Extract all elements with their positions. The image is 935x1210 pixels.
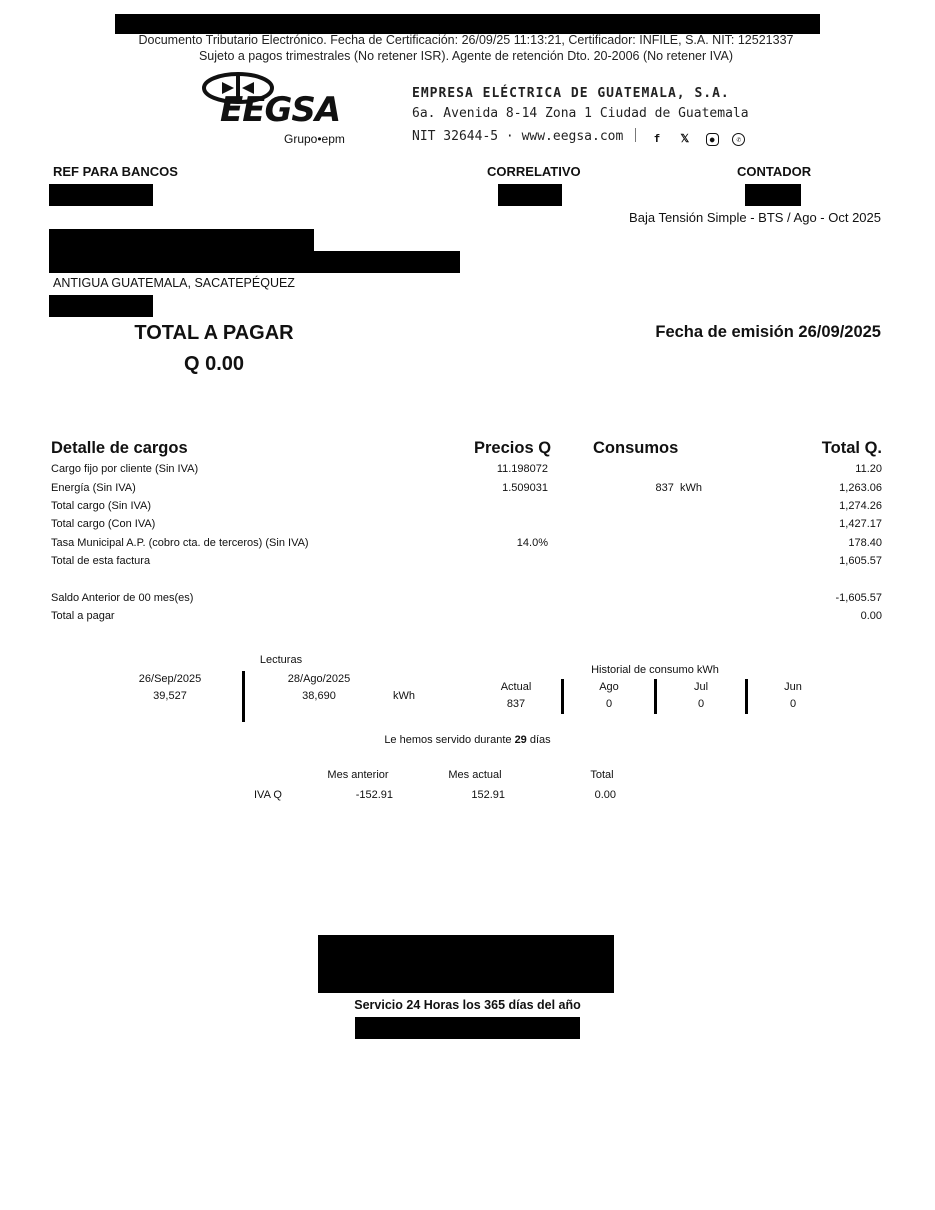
balance-row-total: -1,605.57 (835, 592, 882, 604)
issue-date: Fecha de emisión 26/09/2025 (655, 323, 881, 341)
nit-web-text: NIT 32644-5 · www.eegsa.com (412, 129, 624, 144)
history-divider (561, 679, 564, 714)
readings-divider (242, 671, 245, 722)
charge-row-total: 178.40 (848, 537, 882, 549)
reading-current-date: 26/Sep/2025 (138, 673, 202, 685)
logo-group-text: Grupo•epm (284, 132, 345, 146)
service-days-count: 29 (514, 734, 527, 746)
history-col-label: Jul (693, 681, 709, 693)
reading-previous-value: 38,690 (302, 690, 336, 702)
iva-prev-value: -152.91 (355, 789, 393, 801)
history-col-label: Ago (599, 681, 619, 693)
service-24h-text: Servicio 24 Horas los 365 días del año (354, 998, 581, 1012)
reading-current-value: 39,527 (153, 690, 187, 702)
charges-total-header: Total Q. (821, 439, 882, 457)
history-col-label: Jun (784, 681, 802, 693)
charge-row-price: 1.509031 (502, 482, 548, 494)
logo-wordmark: EEGSA (220, 90, 341, 130)
iva-header-prev: Mes anterior (327, 769, 389, 781)
customer-location: ANTIGUA GUATEMALA, SACATEPÉQUEZ (53, 276, 295, 290)
tax-notice-line: Sujeto a pagos trimestrales (No retener ISR). Agente de retención Dto. 20-2006 (No retener IVA) (198, 49, 734, 63)
redacted-customer-address (49, 251, 460, 273)
contador-label: CONTADOR (737, 164, 812, 179)
redacted-customer-extra (49, 295, 153, 317)
history-col-value: 0 (605, 698, 613, 710)
certification-line: Documento Tributario Electrónico. Fecha de Certificación: 26/09/25 11:13:21, Certificador: INFILE, S.A. NIT: 12521337 (138, 33, 794, 47)
service-days-line (0, 734, 935, 746)
company-address: 6a. Avenida 8-14 Zona 1 Ciudad de Guatemala (412, 106, 749, 121)
charges-detail-header: Detalle de cargos (51, 439, 188, 457)
charges-consumption-header: Consumos (593, 439, 679, 457)
whatsapp-icon: ✆ (732, 133, 745, 146)
balance-row-label: Saldo Anterior de 00 mes(es) (51, 592, 194, 604)
charge-row-label: Total de esta factura (51, 555, 151, 567)
charge-row-total: 1,263.06 (839, 482, 882, 494)
readings-title: Lecturas (259, 654, 303, 666)
service-days-suffix: días (526, 734, 551, 746)
balance-row-label: Total a pagar (51, 610, 115, 622)
iva-curr-value: 152.91 (471, 789, 505, 801)
charge-row-label: Cargo fijo por cliente (Sin IVA) (51, 463, 199, 475)
history-divider (745, 679, 748, 714)
ref-bancos-label: REF PARA BANCOS (53, 164, 178, 179)
redacted-correlativo (498, 184, 562, 206)
tariff-period: Baja Tensión Simple - BTS / Ago - Oct 2025 (629, 210, 881, 225)
charge-row-label: Tasa Municipal A.P. (cobro cta. de terceros) (Sin IVA) (51, 537, 309, 549)
history-title: Historial de consumo kWh (591, 664, 719, 676)
history-col-value: 0 (697, 698, 705, 710)
charge-row-total: 1,427.17 (839, 518, 882, 530)
company-nit-web (412, 128, 745, 146)
charge-row-consumption: 837 kWh (655, 482, 702, 494)
iva-header-curr: Mes actual (448, 769, 502, 781)
history-col-label: Actual (500, 681, 532, 693)
redacted-ref (49, 184, 153, 206)
charge-row-label: Total cargo (Con IVA) (51, 518, 156, 530)
reading-unit: kWh (393, 690, 415, 702)
charge-row-price: 11.198072 (496, 463, 548, 475)
eegsa-logo (200, 66, 360, 150)
charges-price-header: Precios Q (474, 439, 552, 457)
instagram-icon: ● (706, 133, 719, 146)
total-a-pagar-value: Q 0.00 (183, 353, 245, 375)
charge-row-label: Energía (Sin IVA) (51, 482, 136, 494)
history-col-value: 837 (506, 698, 526, 710)
history-divider (654, 679, 657, 714)
balance-row-total: 0.00 (860, 610, 882, 622)
redacted-header-bar (115, 14, 820, 34)
facebook-icon: f (653, 132, 661, 145)
charge-row-total: 11.20 (855, 463, 882, 475)
history-col-value: 0 (789, 698, 797, 710)
charge-row-price: 14.0% (516, 537, 548, 549)
x-icon: 𝕏 (680, 132, 690, 145)
company-name: EMPRESA ELÉCTRICA DE GUATEMALA, S.A. (412, 86, 730, 101)
redacted-customer-name (49, 229, 314, 251)
charge-row-total: 1,605.57 (839, 555, 882, 567)
redacted-contador (745, 184, 801, 206)
total-a-pagar-label: TOTAL A PAGAR (134, 322, 294, 344)
reading-previous-date: 28/Ago/2025 (287, 673, 351, 685)
correlativo-label: CORRELATIVO (487, 164, 581, 179)
service-days-prefix: Le hemos servido durante (384, 734, 515, 746)
charge-row-label: Total cargo (Sin IVA) (51, 500, 152, 512)
redacted-footer-block (318, 935, 614, 993)
redacted-footer-line (355, 1017, 580, 1039)
charge-row-total: 1,274.26 (839, 500, 882, 512)
iva-label: IVA Q (254, 789, 282, 801)
iva-total-value: 0.00 (594, 789, 616, 801)
iva-header-total: Total (590, 769, 614, 781)
